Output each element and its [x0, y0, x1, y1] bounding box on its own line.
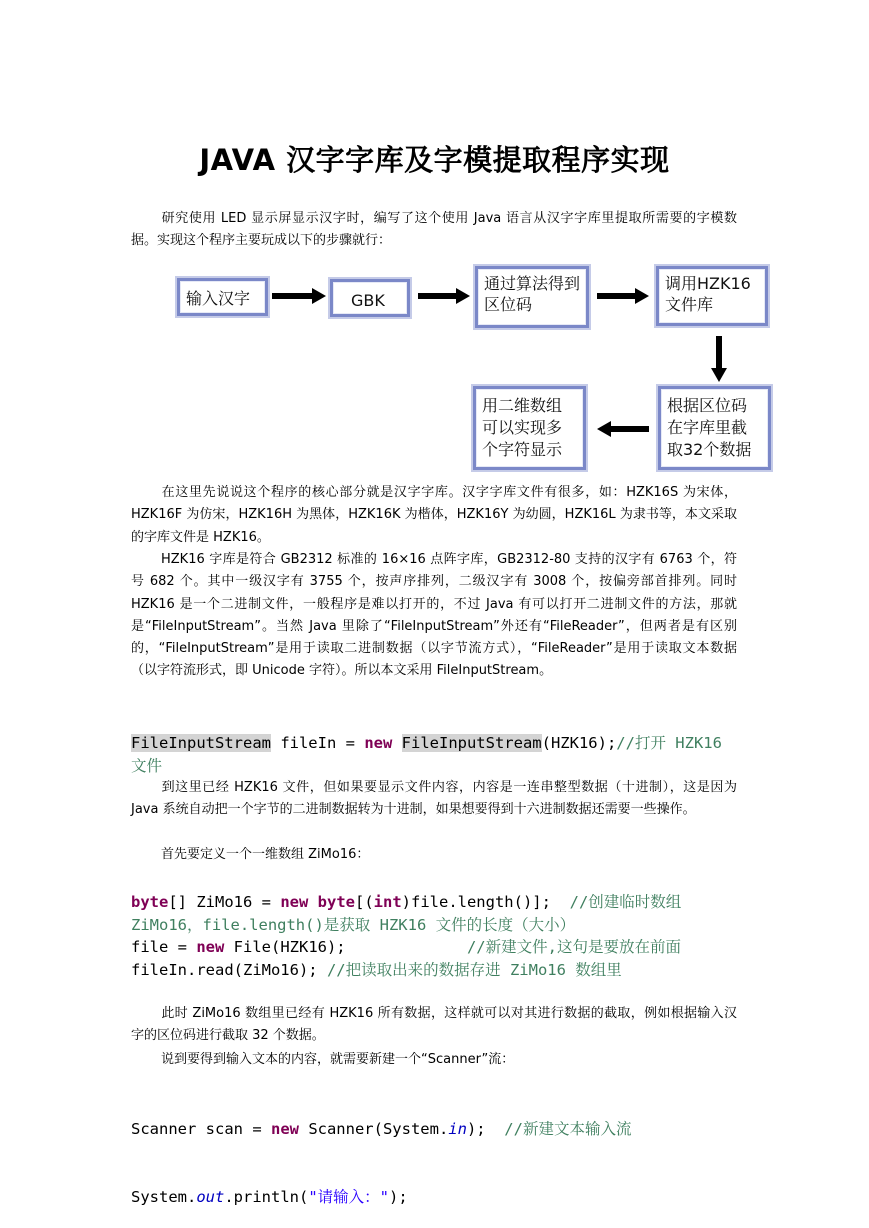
flow-step-extract: 根据区位码在字库里截取32个数据 — [658, 386, 771, 470]
code-keyword: byte — [317, 893, 355, 911]
code-comment: //创建临时数组 ZiMo16，file.length()是获取 HZK16 文件的长度（大小） — [131, 893, 682, 934]
code-keyword: new — [270, 1120, 299, 1138]
code-comment: //新建文件,这句是要放在前面 — [466, 938, 681, 956]
hzk16-text: HZK16 字库是符合 GB2312 标准的 16×16 点阵字库，GB2312-80 支持的汉字有 6763 个，符号 682 个。其中一级汉字有 3755 个，按声序排列，二级汉字有 3008 个，按偏旁部首排列。同时 HZK16 是一个二进制文件，一般程序是难以打开的，不过 Java 有可以打开二进制文件的方法，那就是“FileInputStream”。当然 Java 里除了“FileInputStream”外还有“FileReader”，但两者是有区别的，“FileInputStream”是用于读取二进制数据（以字节流方式），“FileReader”是用于读取文本数据（以字符流形式，即 Unicode 字符）。所以本文采用 FileInputStream。 — [131, 552, 737, 679]
arrow-left-icon — [597, 421, 649, 437]
core-paragraph — [131, 482, 737, 549]
code-token: fileIn.read(ZiMo16); — [131, 960, 327, 979]
zimo-text: 此时 ZiMo16 数组里已经有 HZK16 所有数据，这样就可以对其进行数据的截取，例如根据输入汉字的区位码进行截取 32 个数据。 — [131, 1006, 737, 1044]
code-comment: //把读取出来的数据存进 ZiMo16 数组里 — [326, 960, 622, 979]
code-line — [131, 891, 739, 936]
code-token: FileInputStream — [401, 734, 542, 752]
intro-text: 研究使用 LED 显示屏显示汉字时，编写了这个使用 Java 语言从汉字字库里提取所需要的字模数据。实现这个程序主要玩成以下的步骤就行： — [131, 211, 737, 249]
code-token: File(HZK16); — [224, 938, 467, 956]
code-line — [131, 1186, 739, 1209]
code-keyword: new — [364, 734, 393, 752]
after-open-text: 到这里已经 HZK16 文件，但如果要显示文件内容，内容是一连串整型数据（十进制），这是因为 Java 系统自动把一个字节的二进制数据转为十进制，如果想要得到十六进制数据还需要一些操作。 — [131, 780, 737, 818]
code-field: out — [196, 1187, 225, 1206]
code-token: .println( — [224, 1187, 309, 1206]
arrow-right-icon — [418, 288, 470, 304]
flow-step-array: 用二维数组可以实现多个字符显示 — [473, 386, 586, 470]
code-keyword: byte — [131, 893, 169, 911]
code-token: file = — [131, 938, 197, 956]
zimo-paragraph — [131, 1003, 737, 1048]
code-token: ); — [389, 1187, 408, 1206]
hzk16-paragraph — [131, 549, 737, 683]
code-line — [131, 1118, 739, 1141]
code-token: [] ZiMo16 = — [168, 893, 281, 911]
code-block-open-file — [131, 732, 739, 777]
code-token: (HZK16); — [541, 734, 617, 752]
code-token: fileIn = — [270, 734, 365, 752]
code-keyword: new — [280, 893, 309, 911]
code-block-array — [131, 891, 739, 981]
code-field: in — [448, 1120, 467, 1138]
code-token: [( — [354, 893, 374, 911]
scanner-paragraph — [131, 1049, 737, 1071]
code-line — [131, 936, 739, 959]
code-block-scanner — [131, 1073, 739, 1228]
define-array-paragraph — [131, 844, 737, 866]
define-array-text: 首先要定义一个一维数组 ZiMo16： — [161, 847, 370, 862]
flow-step-hzk16: 调用HZK16文件库 — [656, 266, 768, 326]
intro-paragraph — [131, 208, 737, 253]
code-comment: //打开 HZK16 文件 — [131, 734, 722, 775]
code-token: FileInputStream — [131, 734, 271, 752]
after-open-paragraph — [131, 777, 737, 822]
code-line — [131, 959, 739, 982]
flow-step-input: 输入汉字 — [177, 278, 268, 316]
code-string: "请输入：" — [308, 1187, 389, 1206]
arrow-right-icon — [272, 288, 326, 304]
code-token: )file.length()]; — [401, 893, 570, 911]
code-token: Scanner scan = — [131, 1120, 271, 1138]
page-title: JAVA 汉字字库及字模提取程序实现 — [199, 143, 670, 177]
arrow-right-icon — [597, 288, 649, 304]
code-token: ); — [466, 1120, 505, 1138]
code-token: System. — [131, 1187, 197, 1206]
core-text: 在这里先说说这个程序的核心部分就是汉字字库。汉字字库文件有很多，如：HZK16S 为宋体，HZK16F 为仿宋，HZK16H 为黑体，HZK16K 为楷体，HZK16Y 为幼圆，HZK16L 为隶书等，本文采取的字库文件是 HZK16。 — [131, 485, 737, 545]
code-token: Scanner(System. — [298, 1120, 449, 1138]
flow-step-algorithm: 通过算法得到区位码 — [475, 266, 589, 328]
flow-step-gbk: GBK — [330, 279, 410, 317]
code-comment: //新建文本输入流 — [504, 1120, 632, 1138]
scanner-text: 说到要得到输入文本的内容，就需要新建一个“Scanner”流： — [161, 1052, 515, 1067]
code-keyword: int — [373, 893, 402, 911]
arrow-down-icon — [711, 336, 727, 382]
code-keyword: new — [196, 938, 225, 956]
